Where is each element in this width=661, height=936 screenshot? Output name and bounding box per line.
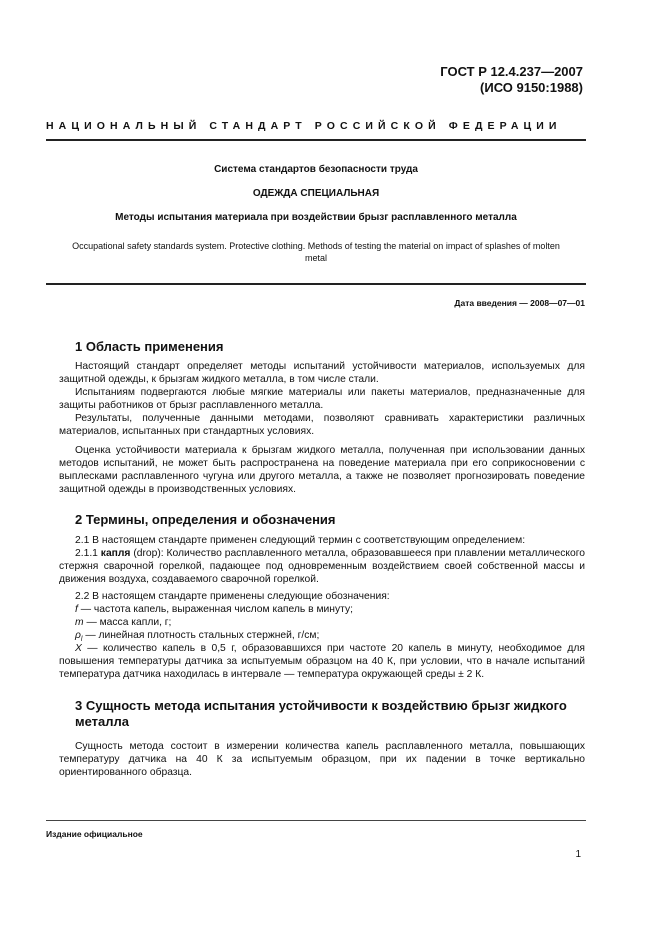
symbol: X [75, 643, 82, 654]
symbol-definition [59, 603, 585, 616]
term: капля [100, 548, 131, 559]
symbol: f [75, 604, 78, 615]
footer-rule [46, 820, 586, 821]
page-number: 1 [575, 849, 581, 860]
paragraph: 2.2 В настоящем стандарте применены следующие обозначения: [75, 591, 390, 602]
paragraph: Испытаниям подвергаются любые мягкие материалы или пакеты материалов, предназначенные для защиты работников от брызг расплавленного металла. [59, 387, 585, 412]
main-title: ОДЕЖДА СПЕЦИАЛЬНАЯ [252, 188, 380, 199]
symbol-definition [59, 616, 585, 629]
paragraph: Результаты, полученные данными методами, позволяют сравнивать характеристики различных материалов, испытанных при стандартных условиях. [59, 413, 585, 438]
system-title: Система стандартов безопасности труда [214, 164, 418, 175]
introduction-date: Дата введения — 2008—07—01 [454, 298, 585, 308]
national-standard-title: НАЦИОНАЛЬНЫЙ СТАНДАРТ РОССИЙСКОЙ ФЕДЕРАЦИИ [46, 120, 562, 132]
symbol-definition [59, 642, 585, 681]
section-2-heading: 2 Термины, определения и обозначения [75, 512, 336, 527]
symbol-subscript: l [80, 636, 83, 644]
paragraph: Настоящий стандарт определяет методы испытаний устойчивости материалов, используемых для защитной одежды, к брызгам жидкого металла, в том числе стали. [59, 361, 585, 386]
term-definition [59, 547, 585, 586]
paragraph: 2.1 В настоящем стандарте применен следующий термин с соответствующим определением: [75, 535, 526, 546]
official-edition-label: Издание официальное [46, 829, 143, 839]
iso-number: (ИСО 9150:1988) [480, 80, 583, 95]
section-1-heading: 1 Область применения [75, 339, 224, 354]
symbol-text: — масса капли, г; [83, 617, 172, 628]
symbol: m [75, 617, 84, 628]
symbol: ρ [75, 630, 81, 641]
subtitle: Методы испытания материала при воздействии брызг расплавленного металла [115, 212, 517, 223]
section-3-heading: 3 Сущность метода испытания устойчивости к воздействию брызг жидкого металла [75, 698, 567, 729]
paragraph: Сущность метода состоит в измерении количества капель расплавленного металла, повышающих температуру датчика на 40 К за испытуемым образцом, при их падении в точке вертикально ориентированного образца. [59, 741, 585, 779]
term-number: 2.1.1 [75, 548, 98, 559]
english-title: Occupational safety standards system. Protective clothing. Methods of testing the material on impact of splashes of molten metal [72, 241, 560, 263]
title-rule [46, 283, 586, 285]
header-rule [46, 139, 586, 141]
symbol-text: — количество капель в 0,5 г, образовавшихся при частоте 20 капель в минуту, необходимое для повышения температуры датчика за испытуемым образцом на 40 К, при условии, что в начале испытаний температура датчика находилась в интервале — температура окружающей среды ± 2 К. [59, 643, 585, 681]
symbol-text: — линейная плотность стальных стержней, г/см; [82, 630, 320, 641]
symbol-text: — частота капель, выраженная числом капель в минуту; [77, 604, 353, 615]
standard-number: ГОСТ Р 12.4.237—2007 [440, 64, 583, 79]
term-text: (drop): Количество расплавленного металла, образовавшееся при плавлении металлического стержня сварочной горелкой, падающее под одновременным воздействием своей собственной массы и движения воздуха, создаваемого сварочной горелкой. [59, 548, 585, 586]
paragraph: Оценка устойчивости материала к брызгам жидкого металла, полученная при использовании данных методов испытаний, не может быть распространена на поведение материала при его соприкосновении с выплесками расплавленного чугуна или другого металла, а также не позволяет прогнозировать поведение защитной одежды в производственных условиях. [59, 445, 585, 496]
